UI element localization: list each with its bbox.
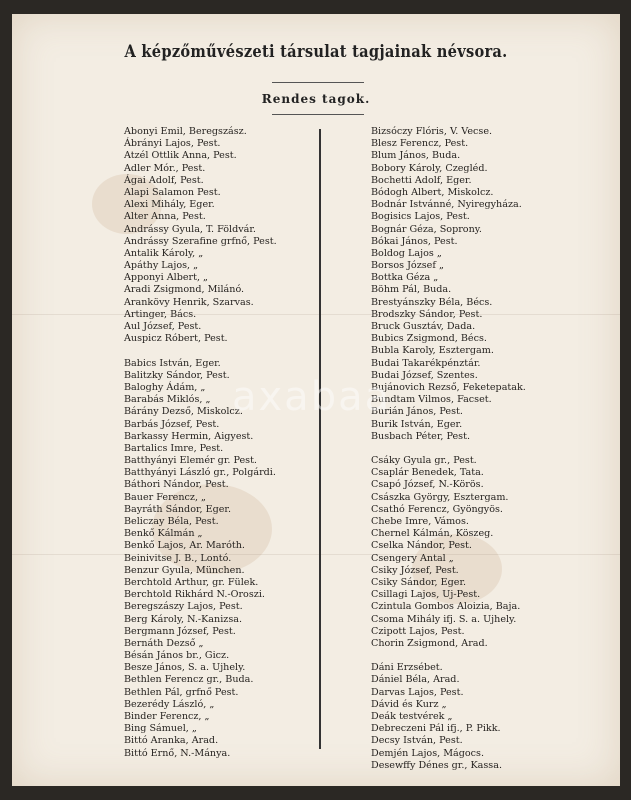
member-entry: Bochetti Adolf, Eger.: [371, 174, 472, 186]
member-entry: Bethlen Pál, grfnő Pest.: [124, 686, 239, 698]
member-entry: Alapi Salamon Pest.: [124, 186, 221, 198]
member-entry: Benkő Kálmán „: [124, 528, 203, 540]
member-entry: Bezerédy László, „: [124, 698, 215, 710]
member-entry: Abonyi Emil, Beregszász.: [124, 126, 247, 137]
member-entry: Dávid és Kurz „: [371, 698, 447, 710]
member-entry: Budai József, Szentes.: [371, 369, 478, 381]
member-entry: Bernáth Dezső „: [124, 637, 204, 649]
member-entry: Arankövy Henrik, Szarvas.: [124, 296, 254, 308]
member-entry: Bubla Karoly, Esztergam.: [371, 345, 494, 357]
member-entry: Bókai János, Pest.: [371, 235, 458, 247]
member-entry: Debreczeni Pál ifj., P. Pikk.: [371, 723, 501, 735]
member-entry: Burik István, Eger.: [371, 418, 463, 430]
member-entry: Boldog Lajos „: [371, 247, 442, 259]
member-entry: Bittó Ernő, N.-Mánya.: [124, 747, 231, 759]
member-entry: Atzél Ottlik Anna, Pest.: [124, 150, 237, 162]
section-rule: [272, 114, 364, 115]
member-entry: Adler Mór., Pest.: [124, 162, 206, 174]
member-entry: Alter Anna, Pest.: [124, 211, 206, 223]
member-entry: Beregszászy Lajos, Pest.: [124, 601, 243, 613]
member-entry: Auspicz Róbert, Pest.: [124, 333, 228, 345]
member-entry: Barbás József, Pest.: [124, 418, 220, 430]
member-entry: Barabás Miklós, „: [124, 394, 211, 406]
member-list-left: [124, 126, 314, 760]
member-entry: Batthyányi Elemér gr. Pest.: [124, 455, 257, 467]
member-entry: Brodszky Sándor, Pest.: [371, 308, 483, 320]
member-entry: Csengery Antal „: [371, 552, 454, 564]
member-entry: Bethlen Ferencz gr., Buda.: [124, 674, 254, 686]
member-entry: Antalik Károly, „: [124, 247, 204, 259]
member-entry: Ágai Adolf, Pest.: [124, 174, 204, 186]
member-entry: Budai Takarékpénztár.: [371, 357, 481, 369]
member-entry: Cselka Nándor, Pest.: [371, 540, 472, 552]
member-entry: Beliczay Béla, Pest.: [124, 516, 219, 527]
member-entry: Busbach Péter, Pest.: [371, 430, 471, 442]
member-entry: Aradi Zsigmond, Milánó.: [124, 284, 245, 296]
member-entry: Blum János, Buda.: [371, 150, 461, 162]
member-entry: Besze János, S. a. Ujhely.: [124, 662, 246, 674]
member-entry: Decsy István, Pest.: [371, 735, 463, 747]
member-entry: Beinivitse J. B., Lontó.: [124, 552, 232, 564]
member-entry: Dáni Erzsébet.: [371, 662, 443, 674]
member-entry: Barkassy Hermin, Aigyest.: [124, 430, 254, 442]
member-entry: Császka György, Esztergam.: [371, 491, 509, 503]
member-entry: Andrássy Gyula, T. Földvár.: [124, 223, 256, 235]
member-entry: Bayráth Sándor, Eger.: [124, 503, 232, 515]
member-entry: Aul József, Pest.: [124, 321, 202, 332]
member-entry: Chebe Imre, Vámos.: [371, 516, 469, 527]
member-entry: Chorin Zsigmond, Arad.: [371, 637, 488, 649]
member-entry: Deák testvérek „: [371, 711, 453, 722]
section-heading: Rendes tagok.: [261, 92, 371, 106]
member-entry: Báthori Nándor, Pest.: [124, 479, 229, 491]
member-entry: Csapó József, N.-Körös.: [371, 479, 484, 491]
column-divider: [319, 129, 321, 749]
member-entry: Bésán János br., Gicz.: [124, 650, 230, 662]
title-rule: [272, 82, 364, 83]
list-gap: [124, 345, 314, 357]
member-entry: Darvas Lajos, Pest.: [371, 686, 464, 698]
member-entry: Babics István, Eger.: [124, 357, 221, 369]
member-entry: Bódogh Albert, Miskolcz.: [371, 186, 494, 198]
member-entry: Blesz Ferencz, Pest.: [371, 138, 469, 150]
member-entry: Bundtam Vilmos, Facset.: [371, 394, 492, 406]
member-entry: Berchtold Arthur, gr. Fülek.: [124, 576, 259, 588]
member-entry: Bogisics Lajos, Pest.: [371, 211, 470, 223]
member-entry: Böhm Pál, Buda.: [371, 284, 452, 296]
member-entry: Borsos József „: [371, 260, 444, 272]
member-entry: Baloghy Ádám, „: [124, 381, 206, 393]
member-entry: Bognár Géza, Soprony.: [371, 223, 482, 235]
member-entry: Berchtold Rikhárd N.-Oroszi.: [124, 589, 265, 601]
member-entry: Bittó Aranka, Arad.: [124, 735, 219, 747]
member-entry: Bing Sámuel, „: [124, 723, 197, 735]
member-entry: Csáky Gyula gr., Pest.: [371, 455, 477, 467]
member-entry: Csathó Ferencz, Gyöngyös.: [371, 503, 503, 515]
member-entry: Artinger, Bács.: [124, 308, 197, 320]
member-entry: Berg Károly, N.-Kanizsa.: [124, 613, 243, 625]
member-entry: Benkő Lajos, Ar. Maróth.: [124, 540, 245, 552]
member-entry: Bujánovich Rezső, Feketepatak.: [371, 381, 526, 393]
member-entry: Benzur Gyula, München.: [124, 564, 245, 576]
member-entry: Czipott Lajos, Pest.: [371, 625, 465, 637]
member-entry: Bobory Károly, Czegléd.: [371, 162, 488, 174]
member-entry: Czintula Gombos Aloizia, Baja.: [371, 601, 521, 613]
member-entry: Desewffy Dénes gr., Kassa.: [371, 759, 502, 771]
member-entry: Binder Ferencz, „: [124, 711, 210, 722]
member-entry: Demjén Lajos, Mágocs.: [371, 747, 485, 759]
member-entry: Apáthy Lajos, „: [124, 260, 199, 272]
member-entry: Csoma Mihály ifj. S. a. Ujhely.: [371, 613, 517, 625]
member-entry: Bizsóczy Flóris, V. Vecse.: [371, 126, 493, 137]
member-entry: Bartalics Imre, Pest.: [124, 442, 224, 454]
member-entry: Andrássy Szerafine grfnő, Pest.: [124, 235, 277, 247]
member-entry: Csiky József, Pest.: [371, 564, 459, 576]
member-entry: Bruck Gusztáv, Dada.: [371, 321, 476, 332]
member-entry: Bottka Géza „: [371, 272, 439, 284]
member-entry: Batthyányi László gr., Polgárdi.: [124, 467, 276, 479]
member-entry: Csillagi Lajos, Uj-Pest.: [371, 589, 481, 601]
member-entry: Balitzky Sándor, Pest.: [124, 369, 230, 381]
list-gap: [371, 650, 619, 662]
member-entry: Alexi Mihály, Eger.: [124, 199, 215, 211]
member-entry: Burián János, Pest.: [371, 406, 463, 418]
member-entry: Bárány Dezső, Miskolcz.: [124, 406, 243, 418]
list-gap: [371, 443, 619, 455]
watermark: axabaa: [232, 374, 392, 420]
member-list-right: [371, 126, 619, 772]
member-entry: Brestyánszky Béla, Bécs.: [371, 296, 493, 308]
member-entry: Csaplár Benedek, Tata.: [371, 467, 484, 479]
member-entry: Chernel Kálmán, Köszeg.: [371, 528, 494, 540]
document-title: A képzőművészeti társulat tagjainak névsora.: [124, 42, 508, 62]
member-entry: Bergmann József, Pest.: [124, 625, 236, 637]
document-page: [12, 14, 620, 786]
member-entry: Apponyi Albert, „: [124, 272, 209, 284]
member-entry: Bodnár Istvánné, Nyiregyháza.: [371, 199, 522, 211]
member-entry: Dániel Béla, Arad.: [371, 674, 460, 686]
member-entry: Bauer Ferencz, „: [124, 491, 207, 503]
member-entry: Ábrányi Lajos, Pest.: [124, 138, 221, 150]
member-entry: Csiky Sándor, Eger.: [371, 576, 467, 588]
member-entry: Bubics Zsigmond, Bécs.: [371, 333, 487, 345]
